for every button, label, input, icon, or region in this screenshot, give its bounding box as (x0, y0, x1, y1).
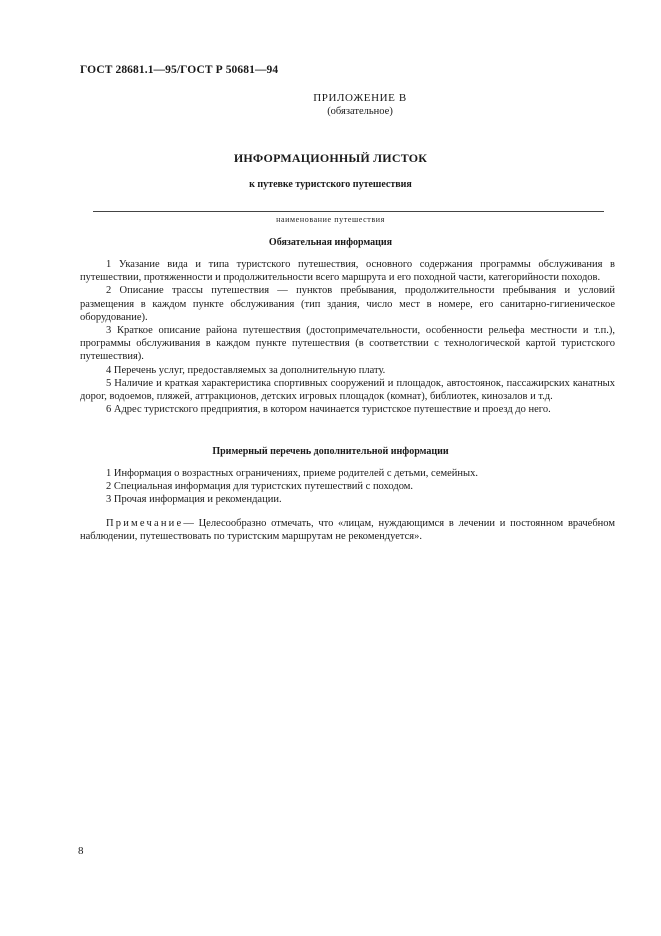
additional-item: 2 Специальная информация для туристских путешествий с походом. (106, 481, 414, 493)
note-block (80, 517, 615, 543)
page-title: ИНФОРМАЦИОННЫЙ ЛИСТОК (233, 151, 428, 165)
appendix-label (260, 92, 460, 118)
mandatory-item: 6 Адрес туристского предприятия, в котором начинается туристское путешествие и проезд до него. (106, 404, 551, 416)
additional-item: 3 Прочая информация и рекомендации. (106, 494, 282, 506)
name-field-caption: наименование путешествия (276, 215, 385, 224)
mandatory-item: 4 Перечень услуг, предоставляемых за дополнительную плату. (106, 364, 386, 376)
mandatory-list (80, 258, 615, 416)
page-number: 8 (78, 845, 84, 857)
note-text: — Целесообразно отмечать, что «лицам, нуждающимся в лечении и постоянном врачебном наблюдении, путешествовать по туристским маршрутам не рекомендуется». (80, 518, 615, 543)
additional-list (80, 467, 615, 507)
note-label: Примечание (106, 518, 184, 529)
mandatory-item: 1 Указание вида и типа туристского путешествия, основного содержания программы обслуживания в путешествии, протяженности и продолжительности всего маршрута и его походной части, категорийности походов. (80, 259, 615, 284)
mandatory-section-heading: Обязательная информация (268, 237, 393, 248)
mandatory-item: 5 Наличие и краткая характеристика спортивных сооружений и площадок, автостоянок, пассажирских канатных дорог, водоемов, пляжей, аттракционов, детских игровых площадок (комнат), библиотек, кинозалов и т.д. (80, 377, 615, 403)
standard-code-header: ГОСТ 28681.1—95/ГОСТ Р 50681—94 (80, 64, 279, 76)
additional-item: 1 Информация о возрастных ограничениях, приеме родителей с детьми, семейных. (106, 468, 478, 479)
mandatory-item: 3 Краткое описание района путешествия (достопримечательности, особенности рельефа местности и т.п.), программы обслуживания в каждом пункте путешествия (в соответствии с технологической картой туристского путешествия). (80, 325, 615, 363)
appendix-title: ПРИЛОЖЕНИЕ В (313, 92, 407, 104)
page-subtitle: к путевке туристского путешествия (249, 179, 412, 190)
mandatory-item: 2 Описание трассы путешествия — пунктов пребывания, продолжительности пребывания и условий размещения в каждом пункте обслуживания (тип здания, число мест в номере, его санитарно-гигиеническое оборудование). (80, 285, 615, 323)
name-field-line (93, 211, 604, 212)
additional-section-heading: Примерный перечень дополнительной информации (212, 446, 449, 457)
appendix-status: (обязательное) (327, 106, 393, 117)
